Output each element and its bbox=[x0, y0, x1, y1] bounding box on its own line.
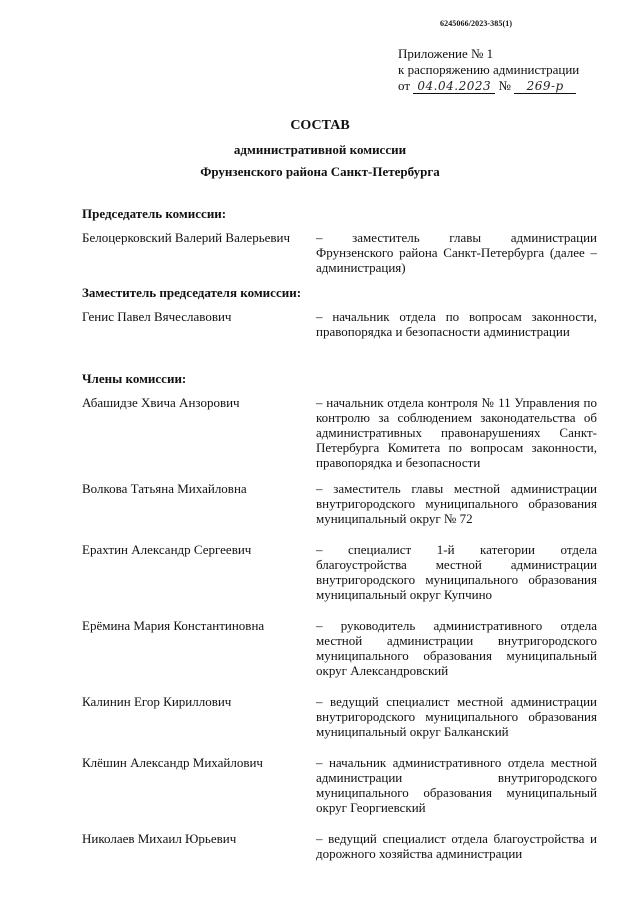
deputy-name: Генис Павел Вячеславович bbox=[82, 309, 232, 324]
member-name: Волкова Татьяна Михайловна bbox=[82, 481, 247, 496]
member-name: Абашидзе Хвича Анзорович bbox=[82, 395, 240, 410]
member-row bbox=[82, 831, 597, 861]
member-row bbox=[82, 694, 597, 739]
deputy-position: – начальник отдела по вопросам законности, правопорядка и безопасности администрации bbox=[316, 309, 597, 339]
appendix-block bbox=[398, 46, 579, 94]
member-position: – начальник административного отдела местной администрации внутригородского муниципального образования муниципальный округ Георгиевский bbox=[316, 755, 597, 815]
chair-name: Белоцерковский Валерий Валерьевич bbox=[82, 230, 291, 245]
member-name: Ерёмина Мария Константиновна bbox=[82, 618, 265, 633]
from-label: от bbox=[398, 78, 411, 93]
member-row bbox=[82, 755, 597, 815]
member-name: Николаев Михаил Юрьевич bbox=[82, 831, 237, 846]
title-main: СОСТАВ bbox=[290, 118, 350, 133]
member-row bbox=[82, 395, 597, 470]
deputy-heading: Заместитель председателя комиссии: bbox=[82, 285, 302, 300]
member-row bbox=[82, 542, 597, 602]
member-position: – ведущий специалист местной администрации внутригородского муниципального образования муниципальный округ Балканский bbox=[316, 694, 597, 739]
member-name: Ерахтин Александр Сергеевич bbox=[82, 542, 252, 557]
member-position: – заместитель главы местной администрации внутригородского муниципального образования муниципальный округ № 72 bbox=[316, 481, 597, 526]
chair-row bbox=[82, 230, 597, 275]
title-sub1: административной комиссии bbox=[233, 142, 407, 157]
member-position: – специалист 1-й категории отдела благоустройства местной администрации внутригородского муниципального образования муниципальный округ Купчино bbox=[316, 542, 597, 602]
member-row bbox=[82, 618, 597, 678]
title-sub2: Фрунзенского района Санкт-Петербурга bbox=[200, 164, 440, 179]
document-number: 6245066/2023-385(1) bbox=[440, 19, 513, 28]
chair-heading: Председатель комиссии: bbox=[82, 206, 227, 221]
member-name: Клёшин Александр Михайлович bbox=[82, 755, 263, 770]
appendix-date-line bbox=[398, 78, 579, 94]
member-position: – руководитель административного отдела местной администрации внутригородского муниципального образования муниципальный округ Александровский bbox=[316, 618, 597, 678]
member-name: Калинин Егор Кириллович bbox=[82, 694, 232, 709]
member-position: – ведущий специалист отдела благоустройства и дорожного хозяйства администрации bbox=[316, 831, 597, 861]
number-label: № bbox=[498, 78, 511, 93]
members-heading: Члены комиссии: bbox=[82, 371, 187, 386]
member-row bbox=[82, 481, 597, 526]
deputy-row bbox=[82, 309, 597, 339]
handwritten-number: 269-р bbox=[514, 80, 576, 94]
chair-position: – заместитель главы администрации Фрунзенского района Санкт-Петербурга (далее –администрация) bbox=[316, 230, 597, 275]
member-position: – начальник отдела контроля № 11 Управления по контролю за соблюдением законодательства об административных правонарушениях Санкт-Петербурга Комитета по вопросам законности, правопорядка и безопасности bbox=[316, 395, 597, 470]
commission-list bbox=[82, 206, 597, 861]
appendix-line1: Приложение № 1 bbox=[398, 46, 494, 61]
handwritten-date: 04.04.2023 bbox=[413, 80, 495, 94]
appendix-line2: к распоряжению администрации bbox=[398, 62, 580, 77]
